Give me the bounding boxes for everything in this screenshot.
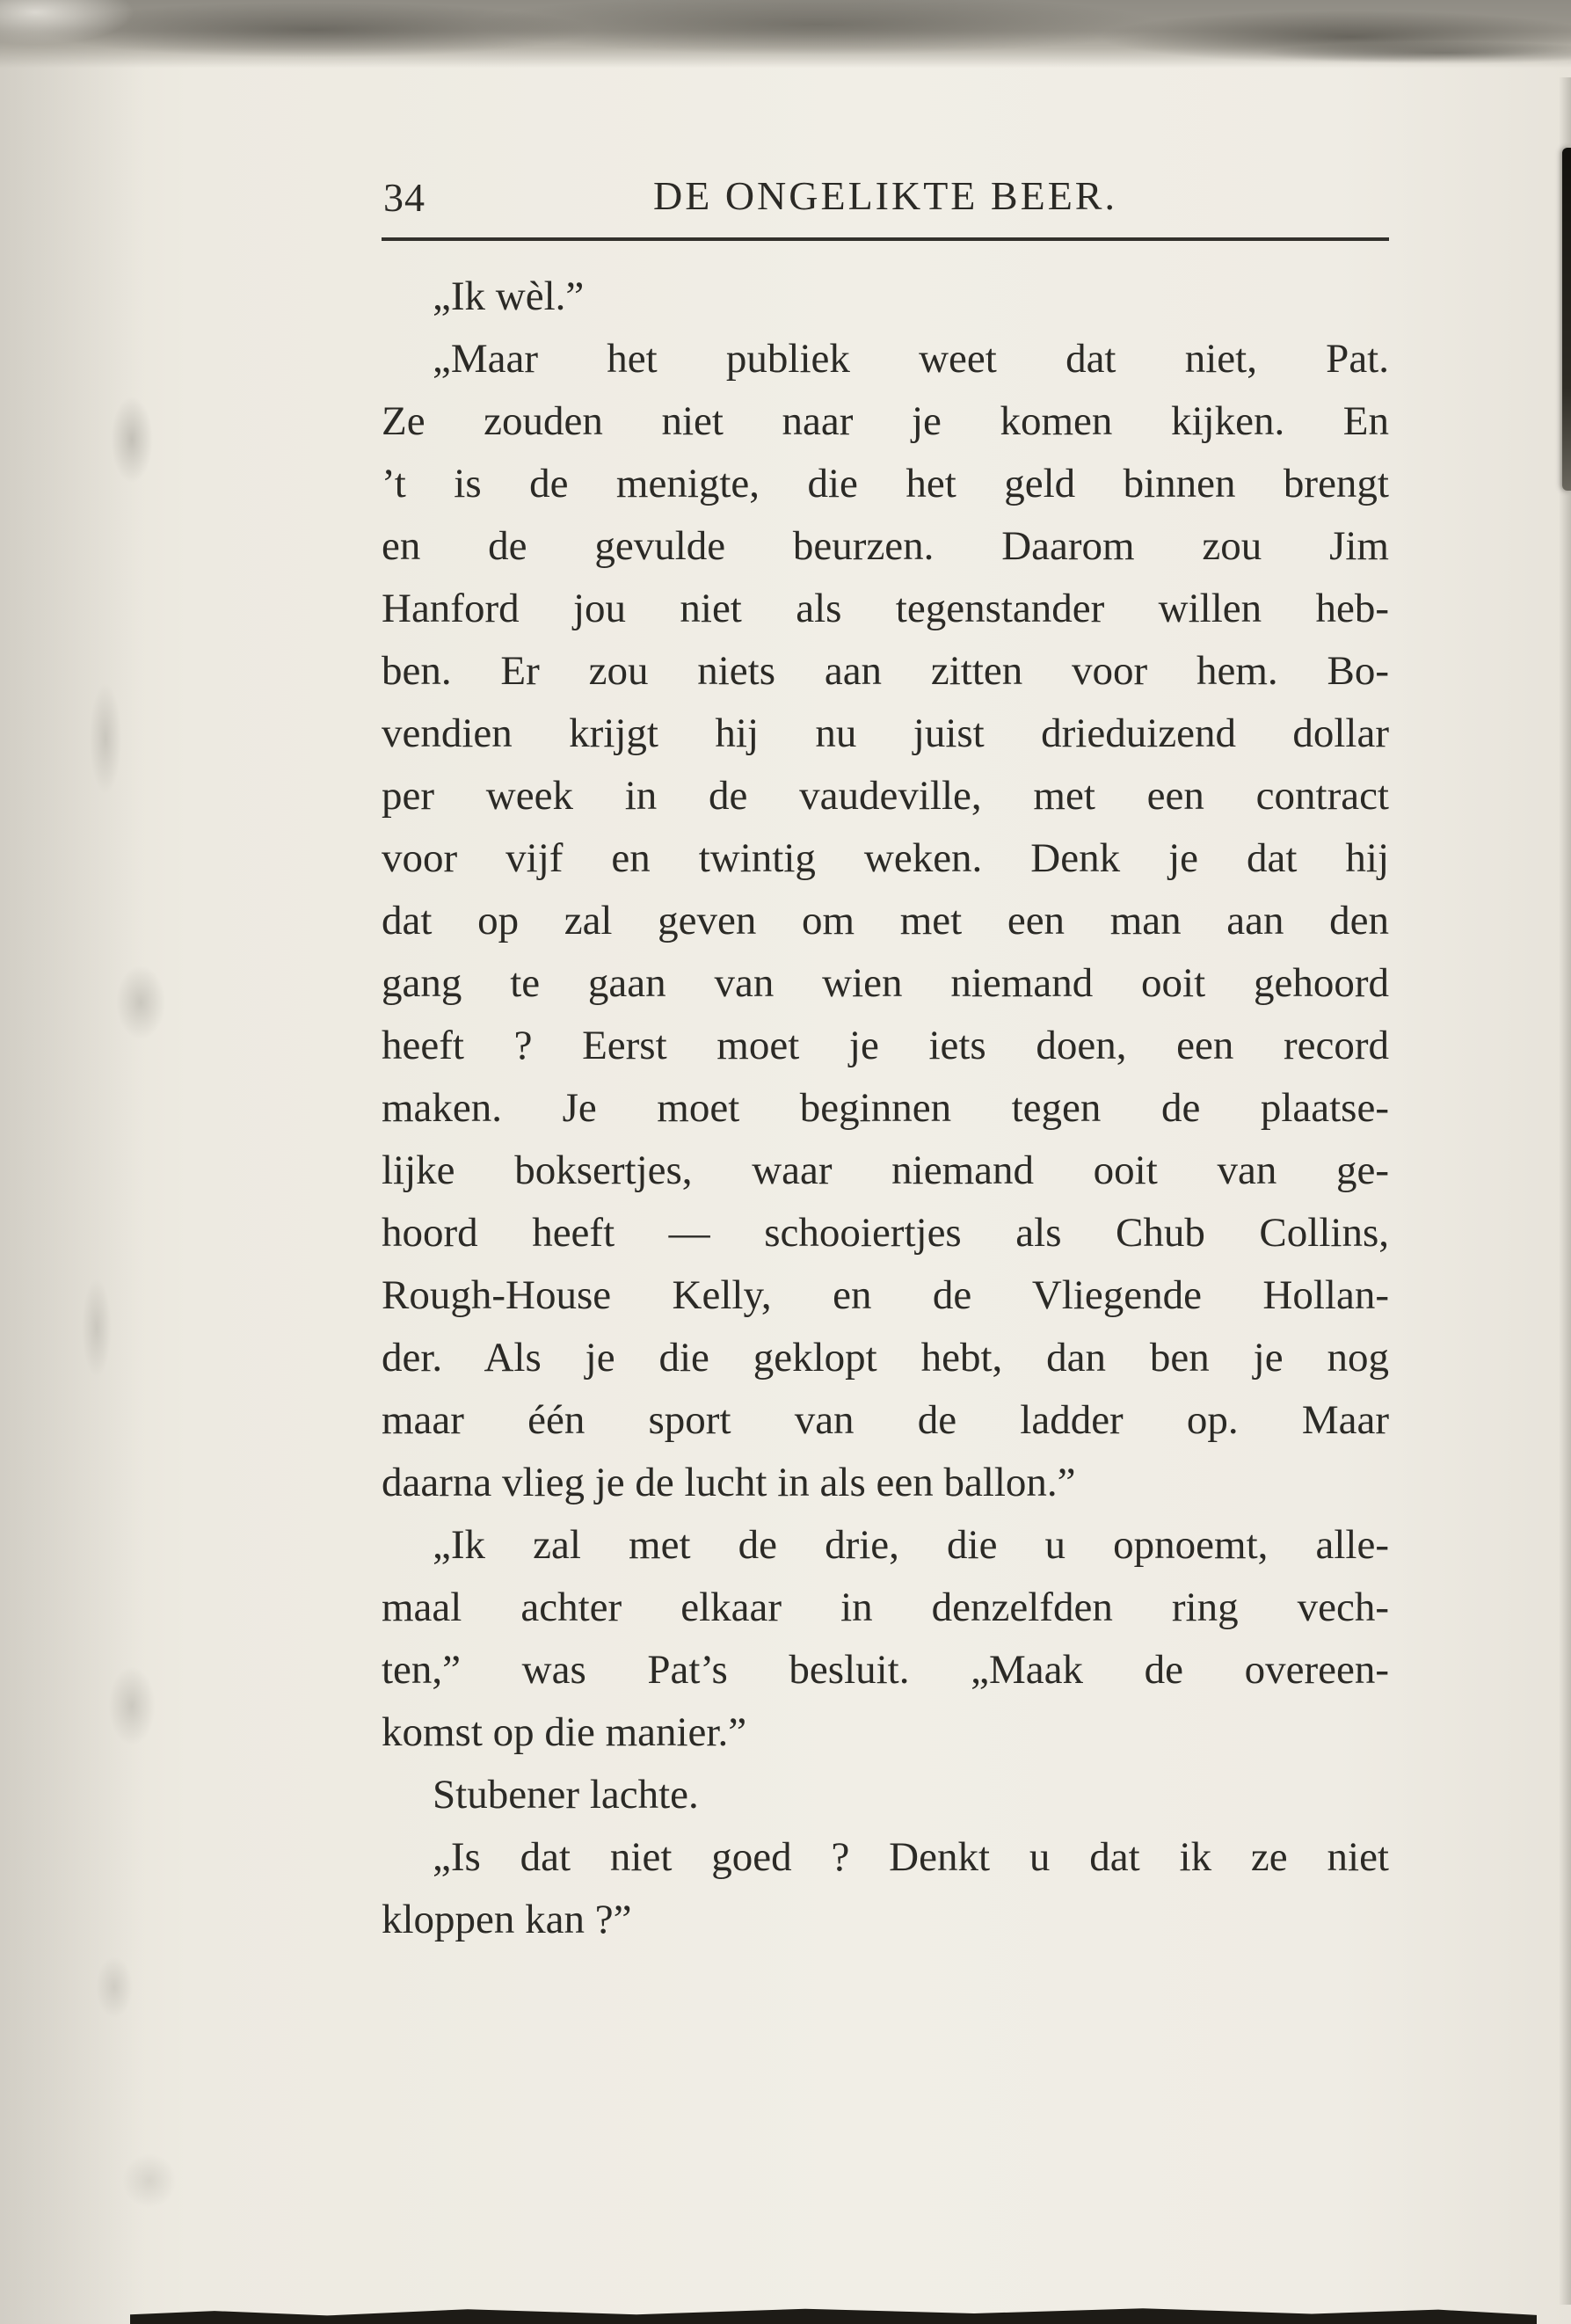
text-line: „Is dat niet goed ? Denkt u dat ik ze niet <box>433 1834 1389 1880</box>
text-line: daarna vlieg je de lucht in als een ballon.” <box>382 1460 1076 1505</box>
text-line: ben. Er zou niets aan zitten voor hem. Bo- <box>382 648 1389 694</box>
text-line: voor vijf en twintig weken. Denk je dat hij <box>382 835 1389 881</box>
text-line: „Maar het publiek weet dat niet, Pat. <box>433 336 1389 382</box>
scan-artifact-left-smudges <box>0 0 237 2324</box>
text-line: per week in de vaudeville, met een contract <box>382 773 1389 819</box>
text-line: Hanford jou niet als tegenstander willen heb- <box>382 586 1389 631</box>
text-line: maar één sport van de ladder op. Maar <box>382 1397 1389 1443</box>
paragraph <box>382 328 1389 1514</box>
paragraph <box>382 1826 1389 1951</box>
paragraph <box>382 1514 1389 1764</box>
text-line: „Ik zal met de drie, die u opnoemt, alle- <box>433 1522 1389 1568</box>
text-line: komst op die manier.” <box>382 1709 747 1755</box>
text-line: en de gevulde beurzen. Daarom zou Jim <box>382 523 1389 569</box>
text-line: ten,” was Pat’s besluit. „Maak de overeen- <box>382 1647 1389 1693</box>
text-line: gang te gaan van wien niemand ooit gehoord <box>382 960 1389 1006</box>
text-line: hoord heeft — schooiertjes als Chub Collins, <box>382 1210 1389 1256</box>
scan-artifact-bottom-band <box>130 2303 1537 2324</box>
text-line: dat op zal geven om met een man aan den <box>382 898 1389 943</box>
text-line: maken. Je moet beginnen tegen de plaatse- <box>382 1085 1389 1131</box>
text-line: Stubener lachte. <box>433 1772 699 1818</box>
page-content <box>382 0 1389 1951</box>
page-header <box>382 172 1389 225</box>
scan-artifact-right-sliver <box>1562 148 1571 491</box>
header-rule <box>382 237 1389 241</box>
text-line: Rough-House Kelly, en de Vliegende Hollan- <box>382 1272 1389 1318</box>
text-line: Ze zouden niet naar je komen kijken. En <box>382 398 1389 444</box>
text-line: heeft ? Eerst moet je iets doen, een record <box>382 1023 1389 1068</box>
text-block <box>382 266 1389 1951</box>
text-line: maal achter elkaar in denzelfden ring vech- <box>382 1585 1389 1630</box>
page-number: 34 <box>383 175 425 220</box>
paragraph <box>382 1764 1389 1826</box>
text-line: ’t is de menigte, die het geld binnen brengt <box>382 461 1389 506</box>
text-line: lijke boksertjes, waar niemand ooit van ge- <box>382 1147 1389 1193</box>
text-line: kloppen kan ?” <box>382 1897 632 1942</box>
text-line: „Ik wèl.” <box>433 273 585 319</box>
text-line: der. Als je die geklopt hebt, dan ben je nog <box>382 1335 1389 1381</box>
text-line: vendien krijgt hij nu juist drieduizend dollar <box>382 710 1389 756</box>
running-title: DE ONGELIKTE BEER. <box>653 173 1117 218</box>
paragraph <box>382 266 1389 328</box>
